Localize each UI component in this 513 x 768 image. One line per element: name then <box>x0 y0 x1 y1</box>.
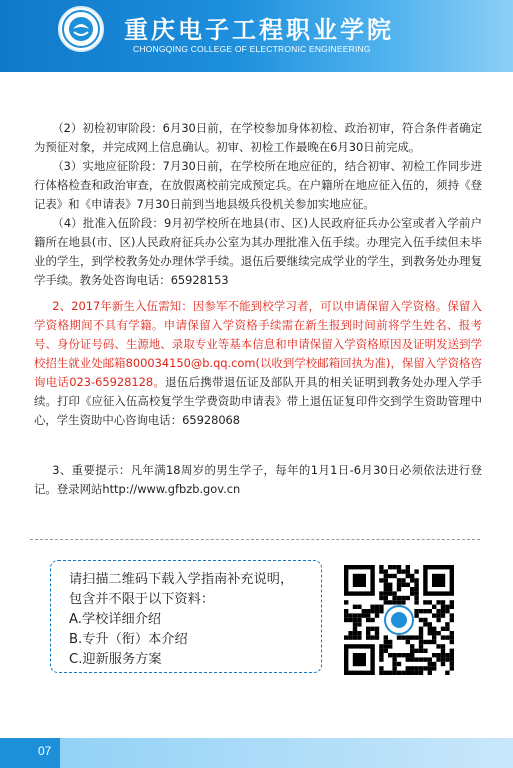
note-item-a: A.学校详细介绍 <box>69 612 162 627</box>
notice-red-text: 2、2017年新生入伍需知：因参军不能到校学习者，可以申请保留入学资格。保留入学资格期间不具有学籍。申请保留入学资格手续需在新生报到时间前将学生姓名、报考号、身份证号码、生源地、录取专业等基本信息和申请保留入学资格原因及证明发送到学校招生就业处邮箱800034150@b.qq.com(以收到学校邮箱回执为准)，保留入学资格咨询电话023-65928128。 <box>34 299 482 389</box>
section-divider <box>30 539 480 540</box>
header-banner <box>0 0 513 72</box>
note-line-1: 请扫描二维码下载入学指南补充说明， <box>69 572 294 587</box>
note-item-b: B.专升（衔）本介绍 <box>69 632 188 647</box>
qr-code-icon[interactable] <box>342 563 456 677</box>
college-emblem-icon <box>58 6 104 52</box>
school-name-cn: 重庆电子工程职业学院 <box>124 15 394 44</box>
note-item-c: C.迎新服务方案 <box>69 652 162 667</box>
paragraph-approval: （4）批准入伍阶段：9月初学校所在地县(市、区)人民政府征兵办公室或者入学前户籍所在地县(市、区)人民政府征兵办公室为其办理批准入伍手续。办理完入伍手续但未毕业的学生，到学校教务处办理休学手续。退伍后要继续完成学业的学生，到教务处办理复学手续。教务处咨询电话：65928153 <box>34 216 482 287</box>
note-line-2: 包含并不限于以下资料： <box>69 592 215 607</box>
paragraph-preliminary-check: （2）初检初审阶段：6月30日前，在学校参加身体初检、政治初审，符合条件者确定为预征对象，并完成网上信息确认。初审、初检工作最晚在6月30日前完成。 <box>34 121 482 154</box>
qr-instruction-box <box>50 560 322 673</box>
notice-black-text: 退伍后携带退伍证及部队开具的相关证明到教务处办理入学手续。打印《应征入伍高校复学生学费资助申请表》带上退伍证复印件交到学生资助管理中心，学生资助中心咨询电话：65928068 <box>34 375 482 427</box>
school-name-en: CHONGQING COLLEGE OF ELECTRONIC ENGINEERING <box>133 44 371 54</box>
document-body <box>34 119 482 499</box>
paragraph-field-enlistment: （3）实地应征阶段：7月30日前，在学校所在地应征的，结合初审、初检工作同步进行体格检查和政治审查，在放假离校前完成预定兵。在户籍所在地应征入伍的，须持《登记表》和《申请表》7月30日前到当地县级兵役机关参加实地应征。 <box>34 159 482 211</box>
footer-bar <box>0 738 513 768</box>
paragraph-important-reminder: 3、重要提示：凡年满18周岁的男生学子，每年的1月1日-6月30日必须依法进行登记。登录网站http://www.gfbzb.gov.cn <box>34 463 482 496</box>
page-number: 07 <box>38 744 52 758</box>
paragraph-new-student-notice <box>34 297 482 430</box>
